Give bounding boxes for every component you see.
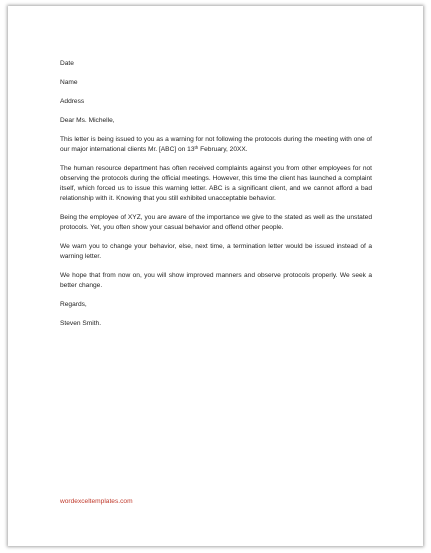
- paragraph-1-text: This letter is being issued to you as a warning for not following the protocols during the meeting with one of our major international clients Mr. [ABC] on 13: [60, 136, 372, 153]
- date-line: Date: [60, 60, 74, 67]
- paragraph-2: The human resource department has often received complaints against you from other employees for not observing the protocols during the official meetings. However, this time the client has launched a complaint itself, which forced us to issue this warning letter. ABC is a significant client, and we cannot afford a bad relationship with it. Knowing that you still exhibited unacceptable behavior.: [60, 165, 372, 202]
- salutation: Dear Ms. Michelle,: [60, 117, 115, 124]
- paragraph-3: Being the employee of XYZ, you are aware of the importance we give to the stated as well as the unstated protocols. Yet, you often show your casual behavior and offend other people.: [60, 214, 372, 231]
- footer-website: wordexceltemplates.com: [60, 498, 133, 505]
- signature-name: Steven Smith.: [60, 320, 102, 327]
- paragraph-5: We hope that from now on, you will show improved manners and observe protocols properly. We seek a better change.: [60, 272, 372, 289]
- letter-body: [60, 59, 372, 329]
- document-page: [8, 6, 423, 546]
- address-line: Address: [60, 98, 85, 105]
- ordinal-suffix: th: [194, 145, 199, 150]
- paragraph-4: We warn you to change your behavior, else, next time, a termination letter would be issued instead of a warning letter.: [60, 243, 372, 260]
- paragraph-1: [60, 135, 372, 155]
- closing: Regards,: [60, 301, 87, 308]
- name-line: Name: [60, 79, 78, 86]
- paragraph-1-date: February, 20XX.: [198, 146, 248, 153]
